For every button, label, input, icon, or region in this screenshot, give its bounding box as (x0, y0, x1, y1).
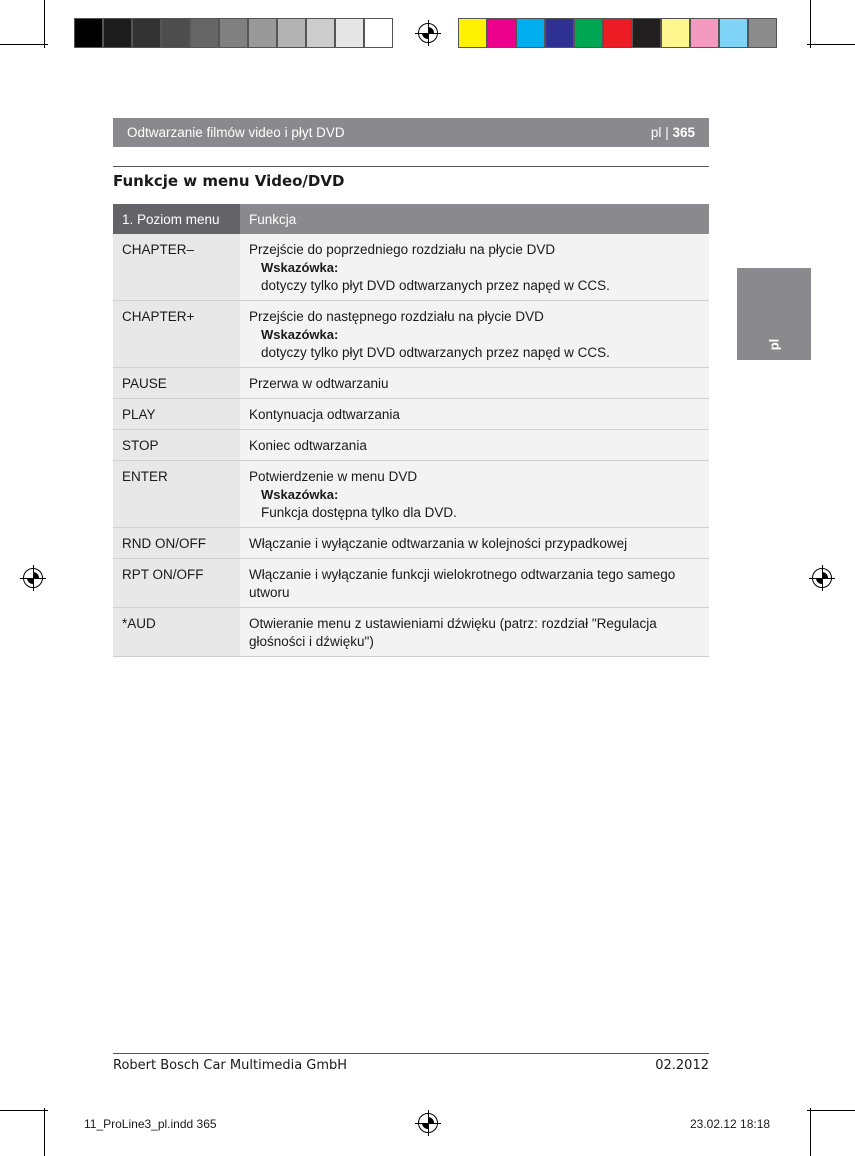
gray-swatch (364, 18, 393, 48)
footer-rule (113, 1053, 709, 1054)
menu-item-cell: *AUD (113, 608, 240, 657)
crop-mark (0, 44, 48, 45)
function-text: Przejście do następnego rozdziału na płycie DVD (249, 309, 544, 324)
gray-swatch (335, 18, 364, 48)
table-row (113, 301, 709, 368)
function-text: Włączanie i wyłączanie odtwarzania w kolejności przypadkowej (249, 536, 628, 551)
color-swatch (545, 18, 574, 48)
table-row (113, 608, 709, 657)
color-swatch (458, 18, 487, 48)
function-text: Przerwa w odtwarzaniu (249, 376, 389, 391)
column-header-menu: 1. Poziom menu (113, 204, 240, 234)
color-swatch (661, 18, 690, 48)
menu-item-cell: PLAY (113, 399, 240, 430)
page-indicator (651, 125, 695, 140)
table-header-row (113, 204, 709, 234)
menu-item-cell: RND ON/OFF (113, 528, 240, 559)
gray-swatch (74, 18, 103, 48)
color-swatch (574, 18, 603, 48)
color-swatch (487, 18, 516, 48)
color-calibration-bar (458, 18, 777, 48)
color-swatch (516, 18, 545, 48)
function-cell (240, 559, 709, 608)
function-cell (240, 430, 709, 461)
language-tab (737, 268, 811, 360)
menu-item-cell: ENTER (113, 461, 240, 528)
gray-swatch (277, 18, 306, 48)
slug-file: 11_ProLine3_pl.indd 365 (84, 1117, 217, 1131)
function-text: Kontynuacja odtwarzania (249, 407, 400, 422)
crop-mark (44, 0, 45, 48)
function-cell (240, 301, 709, 368)
column-header-function: Funkcja (240, 204, 709, 234)
color-swatch (603, 18, 632, 48)
table-row (113, 368, 709, 399)
gray-calibration-bar (74, 18, 393, 48)
gray-swatch (132, 18, 161, 48)
page-footer (113, 1058, 709, 1073)
table-row (113, 528, 709, 559)
function-text: Potwierdzenie w menu DVD (249, 469, 418, 484)
header-lang: pl (650, 125, 662, 140)
running-header (113, 118, 709, 147)
function-cell (240, 368, 709, 399)
menu-item-cell: RPT ON/OFF (113, 559, 240, 608)
color-swatch (690, 18, 719, 48)
functions-table (113, 204, 709, 657)
note-text: dotyczy tylko płyt DVD odtwarzanych przez napęd w CCS. (261, 278, 610, 293)
crop-mark (0, 1110, 48, 1111)
function-text: Włączanie i wyłączanie funkcji wielokrotnego odtwarzania tego samego utworu (249, 567, 676, 600)
gray-swatch (161, 18, 190, 48)
table-row (113, 461, 709, 528)
gray-swatch (190, 18, 219, 48)
header-separator: | (665, 125, 669, 140)
table-row (113, 234, 709, 301)
registration-mark-icon (415, 20, 441, 46)
section-name: Odtwarzanie filmów video i płyt DVD (127, 125, 345, 140)
page-title: Funkcje w menu Video/DVD (113, 172, 345, 190)
function-cell (240, 399, 709, 430)
note-heading: Wskazówka: (261, 260, 339, 275)
table-row (113, 430, 709, 461)
footer-company: Robert Bosch Car Multimedia GmbH (113, 1058, 348, 1073)
language-tab-label: pl (766, 338, 782, 351)
registration-mark-icon (20, 565, 46, 591)
gray-swatch (219, 18, 248, 48)
gray-swatch (306, 18, 335, 48)
note-heading: Wskazówka: (261, 487, 339, 502)
table-row (113, 559, 709, 608)
function-cell (240, 234, 709, 301)
gray-swatch (248, 18, 277, 48)
registration-mark-icon (415, 1110, 441, 1136)
footer-date: 02.2012 (655, 1058, 709, 1073)
note-text: dotyczy tylko płyt DVD odtwarzanych przez napęd w CCS. (261, 345, 610, 360)
crop-mark (810, 1108, 811, 1156)
function-cell (240, 608, 709, 657)
page-number: 365 (672, 125, 695, 140)
crop-mark (807, 44, 855, 45)
crop-mark (810, 0, 811, 48)
menu-item-cell: CHAPTER+ (113, 301, 240, 368)
function-text: Przejście do poprzedniego rozdziału na płycie DVD (249, 242, 556, 257)
color-swatch (719, 18, 748, 48)
function-text: Otwieranie menu z ustawieniami dźwięku (patrz: rozdział "Regulacja głośności i dźwięku") (249, 616, 657, 649)
registration-mark-icon (809, 565, 835, 591)
crop-mark (807, 1110, 855, 1111)
color-swatch (632, 18, 661, 48)
function-cell (240, 461, 709, 528)
slug-timestamp: 23.02.12 18:18 (690, 1117, 771, 1131)
note-heading: Wskazówka: (261, 327, 339, 342)
color-swatch (748, 18, 777, 48)
menu-item-cell: PAUSE (113, 368, 240, 399)
table-body (113, 234, 709, 657)
function-cell (240, 528, 709, 559)
menu-item-cell: CHAPTER– (113, 234, 240, 301)
menu-item-cell: STOP (113, 430, 240, 461)
note-text: Funkcja dostępna tylko dla DVD. (261, 505, 457, 520)
table-row (113, 399, 709, 430)
function-text: Koniec odtwarzania (249, 438, 367, 453)
crop-mark (44, 1108, 45, 1156)
gray-swatch (103, 18, 132, 48)
header-rule (113, 166, 709, 167)
